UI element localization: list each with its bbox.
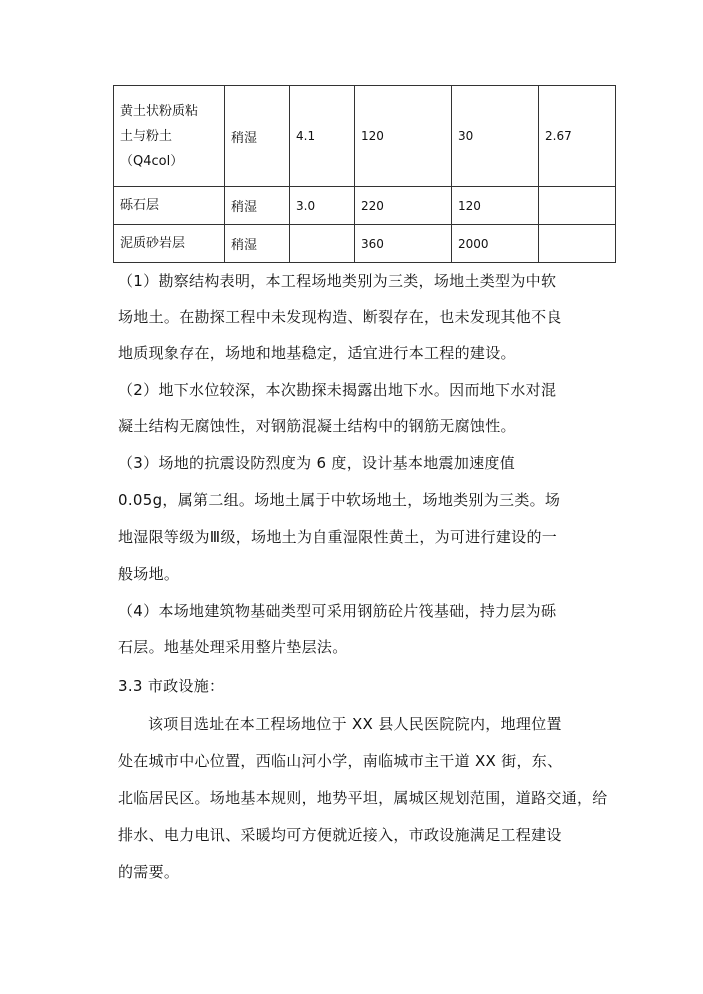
- cell-text: 黄土状粉质粘: [120, 103, 199, 119]
- paragraph-line: （4）本场地建筑物基础类型可采用钢筋砼片筏基础，持力层为砾: [118, 602, 557, 620]
- table-cell-soil-name: [114, 86, 225, 187]
- table-cell-value: 3.0: [290, 187, 355, 225]
- soil-properties-table: [113, 85, 616, 263]
- table-cell-value: [290, 225, 355, 263]
- cell-text: 土与粉土: [120, 128, 173, 144]
- paragraph-line: 0.05g，属第二组。场地土属于中软场地土，场地类别为三类。场: [118, 491, 561, 509]
- paragraph-line: （3）场地的抗震设防烈度为 6 度，设计基本地震加速度值: [118, 454, 516, 472]
- paragraph-line: 石层。地基处理采用整片垫层法。: [118, 638, 348, 656]
- paragraph-line: 场地土。在勘探工程中未发现构造、断裂存在，也未发现其他不良: [118, 308, 562, 326]
- table-cell-state: 稍湿: [225, 225, 290, 263]
- table-cell-value: 120: [452, 187, 539, 225]
- table-cell-value: [539, 187, 616, 225]
- table-cell-state: 稍湿: [225, 187, 290, 225]
- table-cell-value: 220: [355, 187, 452, 225]
- paragraph-line: 北临居民区。场地基本规则，地势平坦，属城区规划范围，道路交通，给: [118, 789, 608, 807]
- table-row: [114, 225, 616, 263]
- cell-text: （Q4col）: [120, 153, 184, 169]
- table-cell-value: 2000: [452, 225, 539, 263]
- paragraph-line: （1）勘察结构表明，本工程场地类别为三类，场地土类型为中软: [118, 272, 557, 290]
- paragraph-line: 处在城市中心位置，西临山河小学，南临城市主干道 XX 街，东、: [118, 752, 563, 770]
- paragraph-line: 地质现象存在，场地和地基稳定，适宜进行本工程的建设。: [118, 344, 516, 362]
- table-cell-soil-name: 泥质砂岩层: [114, 225, 225, 263]
- table-cell-soil-name: 砾石层: [114, 187, 225, 225]
- paragraph-line: 地湿限等级为Ⅲ级，场地土为自重湿限性黄土，为可进行建设的一: [118, 528, 558, 546]
- paragraph-line: 的需要。: [118, 863, 180, 881]
- table-cell-state: 稍湿: [225, 86, 290, 187]
- paragraph-line: 凝土结构无腐蚀性，对钢筋混凝土结构中的钢筋无腐蚀性。: [118, 417, 516, 435]
- table-cell-value: [539, 225, 616, 263]
- table-row: [114, 187, 616, 225]
- table-cell-value: 4.1: [290, 86, 355, 187]
- table-cell-value: 30: [452, 86, 539, 187]
- paragraph-line: 该项目选址在本工程场地位于 XX 县人民医院院内，地理位置: [148, 715, 562, 733]
- paragraph-line: 般场地。: [118, 565, 180, 583]
- paragraph-line: 排水、电力电讯、采暖均可方便就近接入，市政设施满足工程建设: [118, 826, 562, 844]
- table-cell-value: 2.67: [539, 86, 616, 187]
- table-row: [114, 86, 616, 187]
- section-heading: 3.3 市政设施：: [118, 677, 225, 695]
- table-cell-value: 120: [355, 86, 452, 187]
- table-cell-value: 360: [355, 225, 452, 263]
- paragraph-line: （2）地下水位较深，本次勘探未揭露出地下水。因而地下水对混: [118, 381, 557, 399]
